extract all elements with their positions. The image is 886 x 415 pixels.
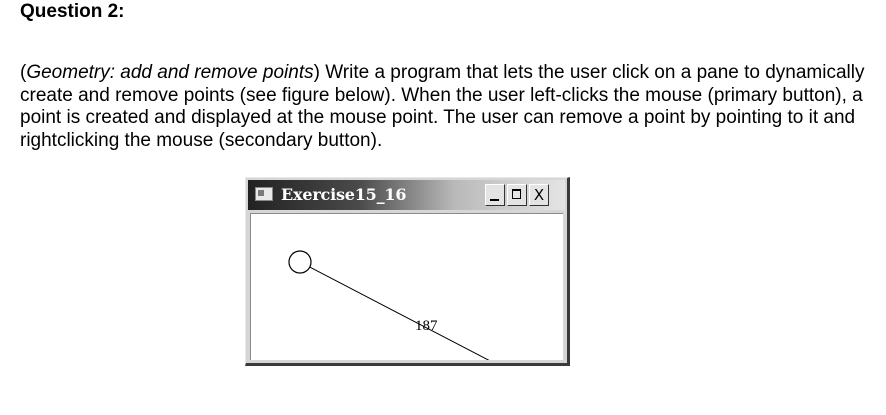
window-titlebar[interactable]: [248, 180, 565, 210]
points-canvas[interactable]: [251, 214, 563, 360]
minimize-button[interactable]: [485, 184, 505, 206]
close-button[interactable]: [529, 184, 549, 206]
drawing-pane[interactable]: [250, 213, 563, 360]
question-text-rest: ) Write a program that lets the user click on a pane to dynamically create and remove points (see figure below). When the user left-clicks the mouse (primary button), a point is created and displayed at the mouse point. The user can remove a point by pointing to it and rightclicking the mouse (secondary button).: [20, 62, 865, 151]
question-text: [20, 62, 870, 152]
question-text-open: (: [20, 62, 27, 83]
close-icon: X: [533, 186, 545, 204]
minimize-icon: [490, 199, 499, 201]
question-heading: Question 2:: [20, 1, 125, 22]
connecting-line: [310, 267, 511, 360]
maximize-button[interactable]: [507, 184, 527, 206]
window-title: Exercise15_16: [281, 185, 407, 204]
app-window-icon[interactable]: [255, 187, 273, 201]
question-topic: Geometry: add and remove points: [26, 62, 314, 83]
point-circle-1[interactable]: [289, 251, 311, 273]
maximize-icon: [512, 189, 521, 199]
distance-label: 187: [415, 318, 438, 334]
app-window: [245, 177, 570, 366]
